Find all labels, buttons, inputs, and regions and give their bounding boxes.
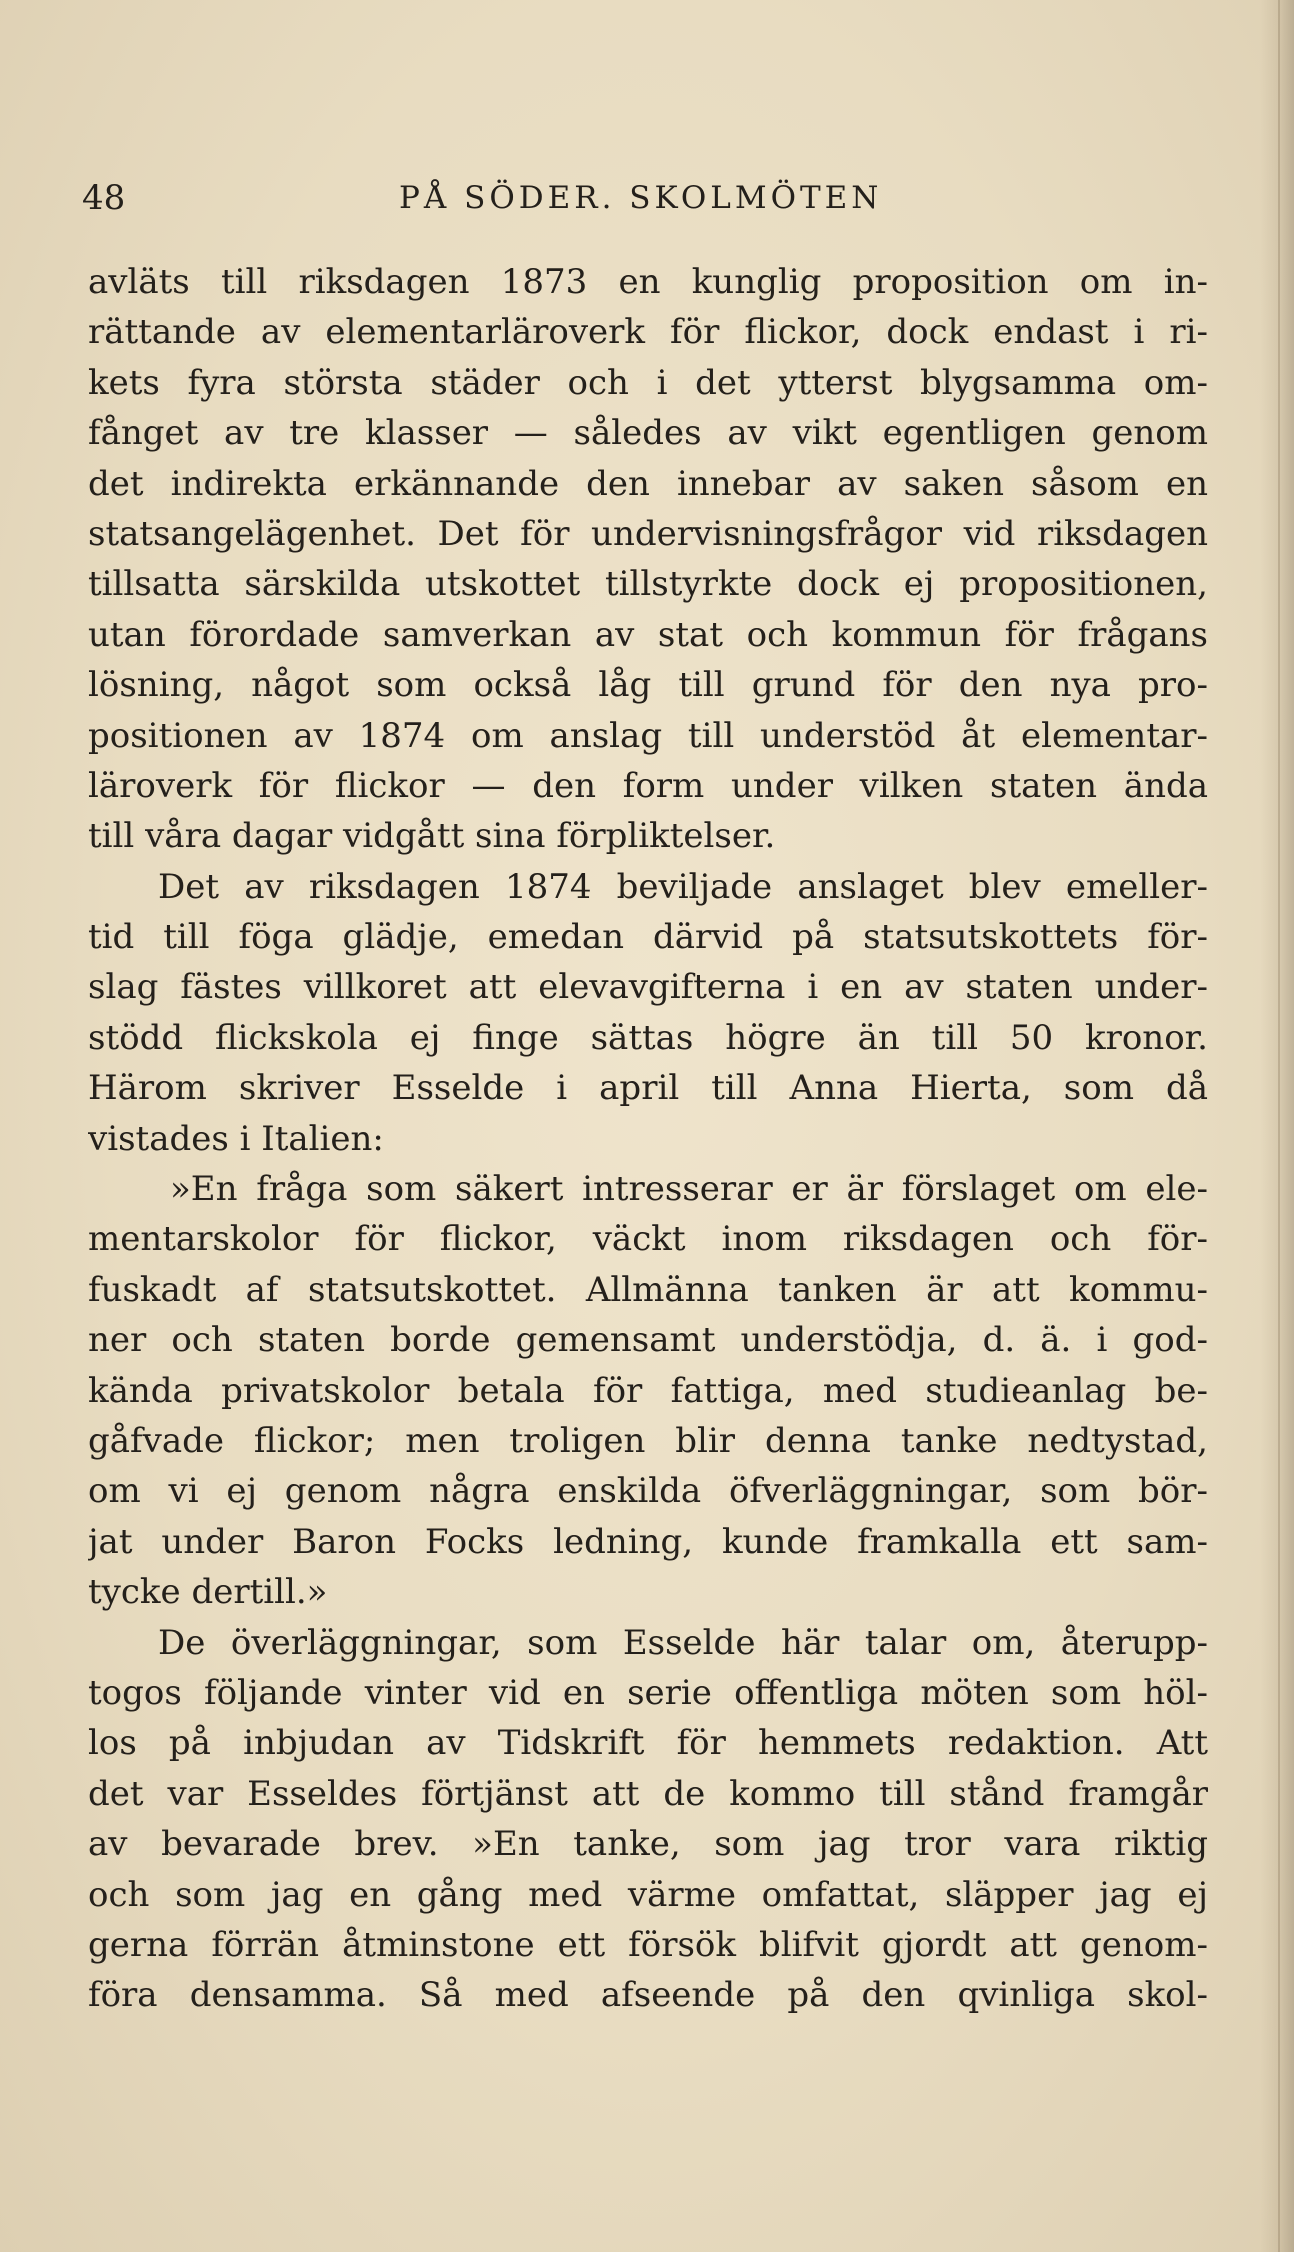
text-line: positionen av 1874 om anslag till understöd åt elementar-	[88, 715, 1208, 756]
text-line: rättande av elementarläroverk för flickor, dock endast i ri-	[88, 312, 1208, 353]
text-line: Härom skriver Esselde i april till Anna Hierta, som då	[88, 1068, 1208, 1109]
text-line: läroverk för flickor — den form under vilken staten ända	[88, 765, 1208, 806]
quote-line: tycke dertill.»	[88, 1572, 328, 1613]
quote-line: jat under Baron Focks ledning, kunde framkalla ett sam-	[88, 1521, 1208, 1562]
text-line: stödd flickskola ej finge sättas högre än till 50 kronor.	[88, 1017, 1208, 1058]
text-line: tillsatta särskilda utskottet tillstyrkte dock ej propositionen,	[88, 564, 1208, 605]
text-line: avläts till riksdagen 1873 en kunglig proposition om in-	[88, 262, 1208, 302]
quote-line: om vi ej genom några enskilda öfverläggningar, som bör-	[88, 1471, 1208, 1512]
quote-line: gåfvade flickor; men troligen blir denna tanke nedtystad,	[88, 1420, 1208, 1461]
text-line: vistades i Italien:	[88, 1118, 384, 1159]
quote-line: ner och staten borde gemensamt understödja, d. ä. i god-	[88, 1320, 1208, 1361]
text-line: av bevarade brev. »En tanke, som jag tror vara riktig	[88, 1824, 1208, 1865]
text-line: utan förordade samverkan av stat och kommun för frågans	[88, 614, 1208, 655]
text-line: till våra dagar vidgått sina förpliktelser.	[88, 816, 776, 857]
quote-line: »En fråga som säkert intresserar er är förslaget om ele-	[170, 1169, 1208, 1210]
text-line: De överläggningar, som Esselde här talar om, återupp-	[158, 1622, 1208, 1663]
text-line: lösning, något som också låg till grund för den nya pro-	[88, 665, 1208, 706]
running-head	[82, 168, 1142, 228]
running-head-title: PÅ SÖDER. SKOLMÖTEN	[399, 180, 883, 216]
text-line: statsangelägenhet. Det för undervisningsfrågor vid riksdagen	[88, 513, 1208, 554]
body-text	[88, 257, 1208, 2021]
quote-line: fuskadt af statsutskottet. Allmänna tanken är att kommu-	[88, 1269, 1208, 1310]
text-line: Det av riksdagen 1874 beviljade anslaget blev emeller-	[158, 866, 1208, 907]
text-line: kets fyra största städer och i det ytterst blygsamma om-	[88, 362, 1208, 403]
page-number: 48	[82, 178, 126, 218]
text-line: tid till föga glädje, emedan därvid på statsutskottets för-	[88, 917, 1208, 958]
text-line: los på inbjudan av Tidskrift för hemmets redaktion. Att	[88, 1723, 1208, 1764]
text-line: det var Esseldes förtjänst att de kommo till stånd framgår	[88, 1773, 1208, 1814]
text-line: slag fästes villkoret att elevavgifterna i en av staten under-	[88, 967, 1208, 1008]
text-line: och som jag en gång med värme omfattat, släpper jag ej	[88, 1874, 1208, 1915]
text-line: det indirekta erkännande den innebar av saken såsom en	[88, 463, 1208, 504]
quote-line: mentarskolor för flickor, väckt inom riksdagen och för-	[88, 1219, 1208, 1260]
page-edge-line	[1278, 0, 1280, 2252]
quote-line: kända privatskolor betala för fattiga, med studieanlag be-	[88, 1370, 1208, 1411]
text-line: fånget av tre klasser — således av vikt egentligen genom	[88, 413, 1208, 454]
text-line: togos följande vinter vid en serie offentliga möten som höl-	[88, 1672, 1208, 1713]
page-edge-shadow	[1260, 0, 1294, 2252]
text-line: föra densamma. Så med afseende på den qvinliga skol-	[88, 1975, 1208, 2016]
text-line: gerna förrän åtminstone ett försök blifvit gjordt att genom-	[88, 1924, 1208, 1965]
